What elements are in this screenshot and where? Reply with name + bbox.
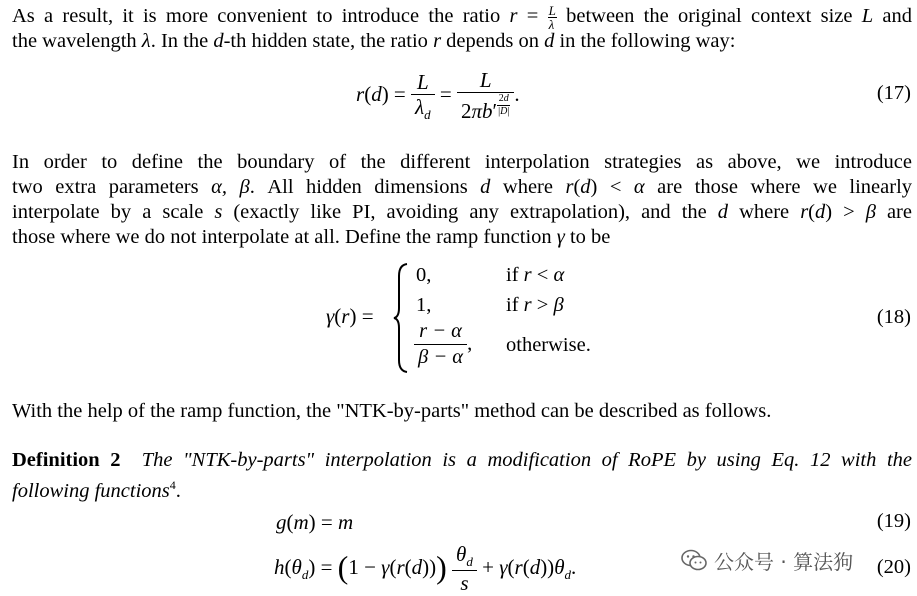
- definition-2-line1: Definition 2 The "NTK-by-parts" interpolation is a modification of RoPE by using Eq. 12 with the: [12, 449, 912, 471]
- left-brace-icon: [392, 262, 410, 374]
- case2-condition: if r > β: [506, 294, 564, 316]
- definition-2-line2: following functions$^4$.: [12, 478, 181, 502]
- equation-19-number: (19): [876, 510, 911, 532]
- watermark-text: 公众号 · 算法狗: [714, 549, 854, 574]
- definition-label: Definition 2: [12, 449, 121, 471]
- equation-17-number: (17): [876, 82, 911, 104]
- equation-17-body: r(d) = $\frac{L}{\lambda_d}$ = L 2πb′ $^{\frac{2d}{|D|}}$ .: [356, 68, 520, 123]
- paragraph-intro-line1: As a result, it is more convenient to introduce the ratio r = $\frac{L}{\lambda}$ between the original context size L and: [12, 3, 913, 32]
- case2-value: 1,: [416, 294, 432, 316]
- wechat-icon: [680, 548, 708, 572]
- equation-18: [0, 258, 917, 378]
- ratio-inline-fraction: $\frac{L}{\lambda}$: [548, 3, 556, 32]
- equation-18-number: (18): [876, 306, 911, 328]
- case3-value: $\frac{r - \alpha}{\beta - \alpha}$ ,: [414, 320, 472, 369]
- paragraph-intro-line2: the wavelength λ. In the d-th hidden state, the ratio r depends on d in the following way:: [12, 30, 736, 52]
- equation-19: [0, 510, 917, 538]
- watermark: [676, 546, 857, 574]
- footnote-marker: 4: [169, 478, 176, 492]
- equation-18-lhs: γ(r) =: [326, 304, 374, 328]
- equation-20-number: (20): [876, 556, 911, 578]
- paragraph-ramp: With the help of the ramp function, the "NTK-by-parts" method can be described as follows.: [12, 400, 772, 422]
- case1-condition: if r < α: [506, 264, 565, 286]
- equation-20-body: $h(\theta_d) = (1 - \gamma(r(d)))$ $\frac{\theta_d}{s}$ + $\gamma(r(d))\theta_d$.: [274, 542, 577, 596]
- equation-19-body: g(m) = m: [276, 510, 354, 534]
- paragraph-boundary-line3: interpolate by a scale s (exactly like PI, avoiding any extrapolation), and the d where r(d) > β are: [12, 201, 912, 223]
- equation-17: [0, 62, 917, 126]
- case1-value: 0,: [416, 264, 432, 286]
- paragraph-boundary-line1: In order to define the boundary of the different interpolation strategies as above, we introduce: [12, 151, 912, 173]
- paragraph-boundary-line4: those where we do not interpolate at all. Define the ramp function γ to be: [12, 226, 611, 248]
- paragraph-boundary-line2: two extra parameters α, β. All hidden dimensions d where r(d) < α are those where we linearly: [12, 176, 913, 198]
- case3-condition: otherwise.: [506, 334, 591, 356]
